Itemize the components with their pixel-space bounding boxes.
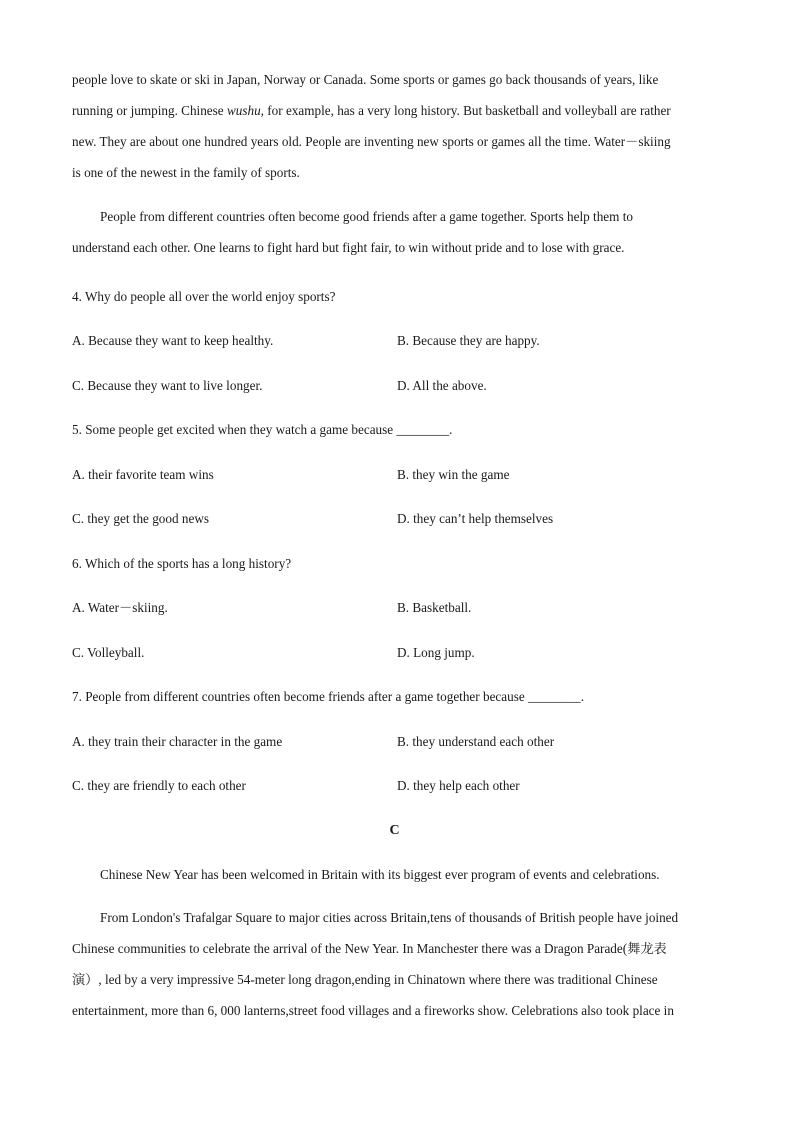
text-line: understand each other. One learns to fight hard but fight fair, to win without pride and to lose with grace. [72, 240, 625, 255]
section-heading: C [389, 822, 400, 838]
option-row [72, 330, 717, 352]
option-b[interactable]: B. they win the game [397, 466, 510, 482]
option-d[interactable]: D. they can’t help themselves [397, 511, 554, 526]
question-5 [72, 419, 717, 530]
option-row [72, 597, 717, 619]
option-d[interactable]: D. All the above. [397, 377, 487, 393]
option-c[interactable]: C. Volleyball. [72, 644, 145, 660]
question-stem: 5. Some people get excited when they watch a game because ________. [72, 422, 453, 437]
passage-b [72, 64, 717, 263]
section-c [72, 820, 717, 1027]
document-page [72, 64, 717, 1026]
question-stem: 7. People from different countries often become friends after a game together because ________. [72, 689, 585, 704]
option-a[interactable]: A. Water－skiing. [72, 600, 168, 615]
option-b[interactable]: B. Basketball. [397, 600, 472, 615]
text-line: running or jumping. Chinese [72, 103, 227, 118]
text-line: entertainment, more than 6, 000 lanterns,street food villages and a fireworks show. Celebrations also took place in [72, 1003, 674, 1018]
section-c-paragraph-1: Chinese New Year has been welcomed in Britain with its biggest ever program of events and celebrations. [100, 867, 660, 882]
passage-b-paragraph-1 [72, 64, 717, 188]
option-b[interactable]: B. Because they are happy. [397, 333, 540, 348]
text-line: From London's Trafalgar Square to major cities across Britain,tens of thousands of British people have joined [100, 910, 679, 925]
option-d[interactable]: D. Long jump. [397, 644, 475, 660]
text-line: 演）, led by a very impressive 54-meter long dragon,ending in Chinatown where there was traditional Chinese [72, 972, 658, 987]
text-line: for example, has a very long history. But basketball and volleyball are rather [263, 103, 671, 118]
text-line: is one of the newest in the family of sports. [72, 165, 300, 180]
option-row [72, 642, 717, 664]
question-4 [72, 286, 717, 397]
text-line: new. They are about one hundred years old. People are inventing new sports or games all the time. Water－skiing [72, 134, 671, 149]
text-line: People from different countries often become good friends after a game together. Sports help them to [100, 209, 633, 224]
option-a[interactable]: A. Because they want to keep healthy. [72, 333, 274, 348]
option-b[interactable]: B. they understand each other [397, 733, 555, 749]
question-stem: 6. Which of the sports has a long history? [72, 555, 292, 571]
text-line: people love to skate or ski in Japan, Norway or Canada. Some sports or games go back thousands of years, like [72, 72, 659, 87]
option-row [72, 731, 717, 753]
question-6 [72, 553, 717, 664]
passage-b-paragraph-2 [72, 201, 717, 263]
option-a[interactable]: A. they train their character in the game [72, 733, 283, 749]
text-line: Chinese communities to celebrate the arrival of the New Year. In Manchester there was a Dragon Parade(舞龙表 [72, 941, 667, 956]
option-row [72, 775, 717, 797]
option-c[interactable]: C. they get the good news [72, 511, 209, 526]
text-italic: wushu, [226, 103, 264, 118]
question-7 [72, 686, 717, 797]
option-row [72, 375, 717, 397]
option-c[interactable]: C. they are friendly to each other [72, 778, 246, 793]
question-stem: 4. Why do people all over the world enjoy sports? [72, 288, 336, 304]
question-list [72, 286, 717, 798]
option-d[interactable]: D. they help each other [397, 778, 520, 793]
section-c-paragraph-2 [72, 902, 717, 1026]
option-row [72, 464, 717, 486]
option-c[interactable]: C. Because they want to live longer. [72, 377, 263, 393]
option-row [72, 508, 717, 530]
option-a[interactable]: A. their favorite team wins [72, 466, 214, 482]
